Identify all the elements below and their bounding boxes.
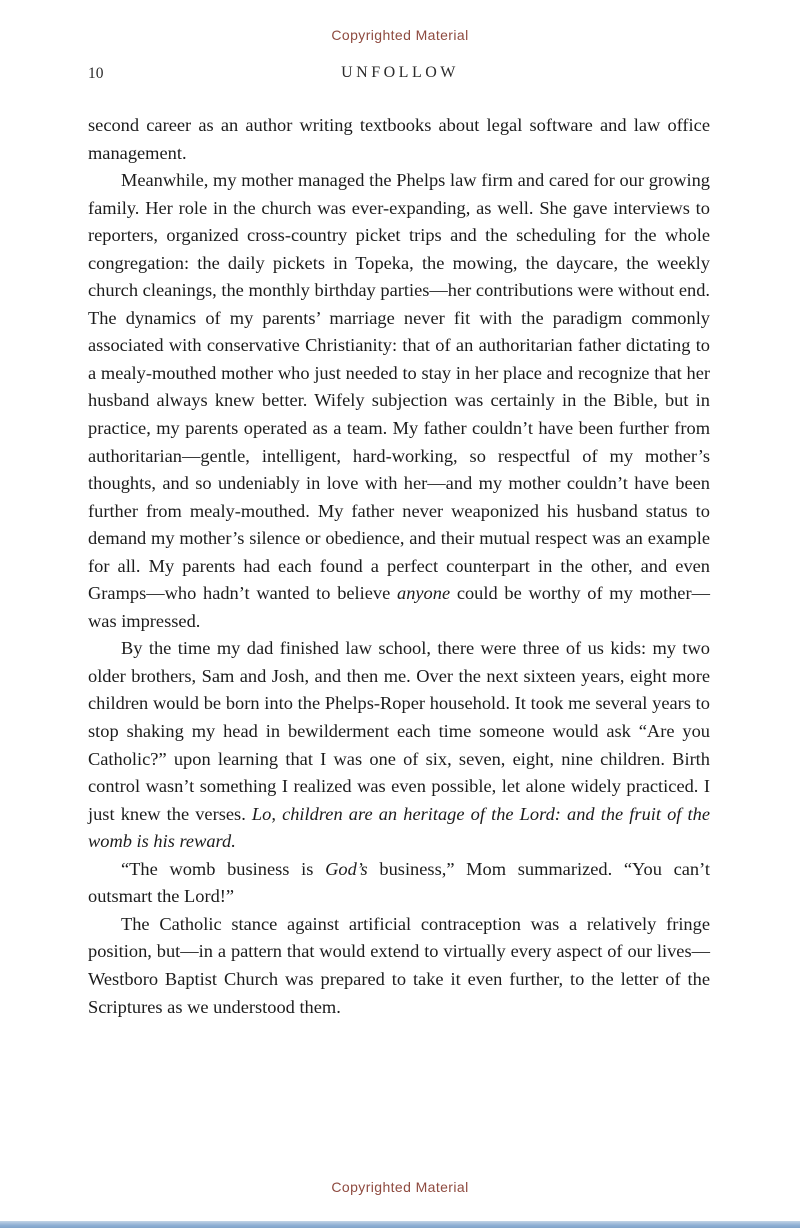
paragraph-text: Meanwhile, my mother managed the Phelps law firm and cared for our growing family. Her role in the church was ever-expanding, as well. She gave interviews to reporters, organized cross-country picket trips and the scheduling for the whole congregation: the daily pickets in Topeka, the mowing, the daycare, the weekly church cleanings, the monthly birthday parties—her contributions were without end. The dynamics of my parents’ marriage never fit with the paradigm commonly associated with conservative Christianity: that of an authoritarian father dictating to a mealy-mouthed mother who just needed to stay in her place and recognize that her husband always knew better. Wifely subjection was certainly in the Bible, but in practice, my parents operated as a team. My father couldn’t have been further from authoritarian—gentle, intelligent, hard-working, so respectful of my mother’s thoughts, and so undeniably in love with her—and my mother couldn’t have been further from mealy-mouthed. My father never weaponized his husband status to demand my mother’s silence or obedience, and their mutual respect was an example for all. My parents had each found a perfect counterpart in the other, and even Gramps—who hadn’t wanted to believe [88, 170, 710, 604]
paragraph-text: business,” Mom summarized. “You can’t outsmart the Lord!” [88, 858, 711, 907]
italic-emphasis: anyone [397, 583, 451, 604]
body-text [88, 112, 710, 1021]
paragraph-text: second career as an author writing textbooks about legal software and law office management. [88, 115, 710, 163]
italic-emphasis: God’s [325, 858, 368, 879]
paragraph-text: By the time my dad finished law school, there were three of us kids: my two older brothers, Sam and Josh, and then me. Over the next sixteen years, eight more children would be born into the Phelps-Roper household. It took me several years to stop shaking my head in bewilderment each time someone would ask “Are you Catholic?” upon learning that I was one of six, seven, eight, nine children. Birth control wasn’t something I realized was even possible, let alone widely practiced. I just knew the verses. [88, 638, 710, 824]
paragraph [88, 856, 710, 911]
copyright-notice-bottom: Copyrighted Material [331, 1179, 469, 1195]
copyright-notice-top: Copyrighted Material [331, 27, 469, 43]
paragraph [88, 112, 710, 167]
paragraph [88, 911, 710, 1021]
paragraph [88, 635, 710, 855]
paragraph [88, 167, 710, 635]
paragraph-text: could be worthy of my mother—was impressed. [88, 583, 710, 631]
paragraph-text: “The womb business is [121, 858, 326, 879]
running-header-book-title: UNFOLLOW [341, 64, 459, 81]
scripture-verse-italic: Lo, children are an heritage of the Lord: and the fruit of the womb is his reward. [88, 803, 710, 852]
page-edge-bar [0, 1221, 800, 1228]
page-number: 10 [88, 65, 104, 82]
paragraph-text: The Catholic stance against artificial contraception was a relatively fringe position, but—in a pattern that would extend to virtually every aspect of our lives—Westboro Baptist Church was prepared to take it even further, to the letter of the Scriptures as we understood them. [88, 913, 710, 1017]
